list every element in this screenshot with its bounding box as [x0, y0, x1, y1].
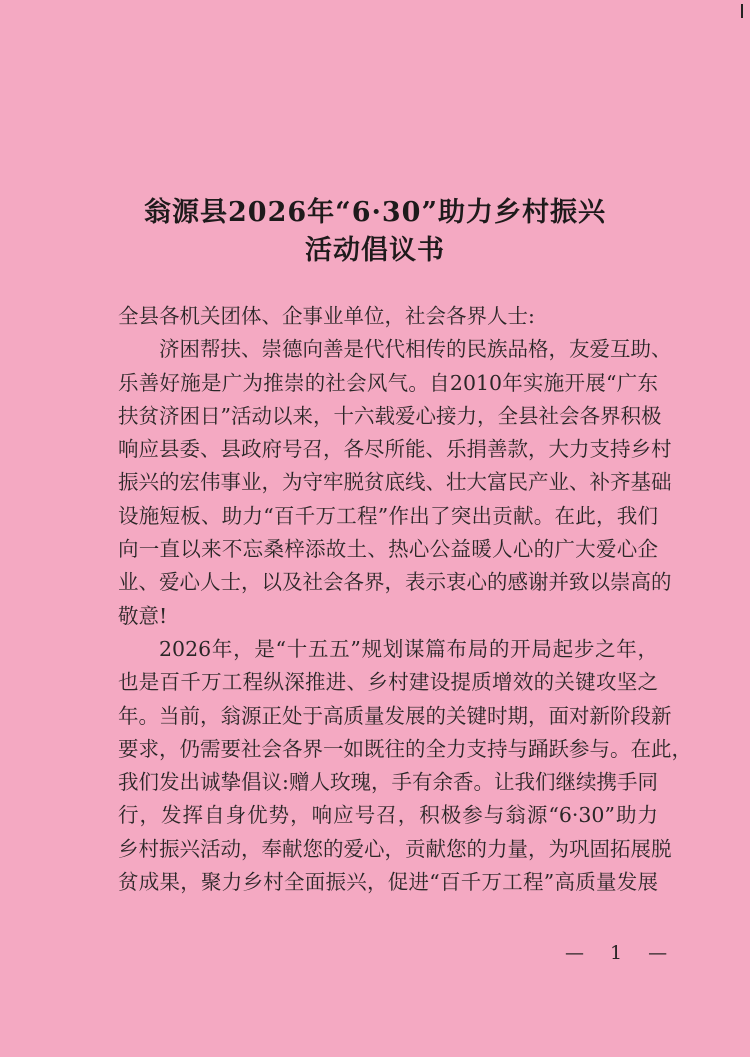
paragraph-1-line: 业、爱心人士，以及社会各界，表示衷心的感谢并致以崇高的 — [118, 570, 672, 595]
salutation: 全县各机关团体、企事业单位，社会各界人士: — [118, 304, 535, 328]
paragraph-1-line: 向一直以来不忘桑梓添故土、热心公益暖人心的广大爱心企 — [118, 537, 658, 562]
page-number: — 1 — — [565, 942, 678, 964]
paragraph-1-line: 乐善好施是广为推崇的社会风气。自2010年实施开展“广东 — [118, 370, 658, 395]
paragraph-1-line: 扶贫济困日”活动以来，十六载爱心接力，全县社会各界积极 — [118, 403, 662, 428]
paragraph-2-line: 行，发挥自身优势，响应号召，积极参与翁源“6·30”助力 — [118, 803, 658, 828]
paragraph-2-line: 贫成果，聚力乡村全面振兴，促进“百千万工程”高质量发展 — [118, 870, 658, 895]
paragraph-1-line: 响应县委、县政府号召，各尽所能、乐捐善款，大力支持乡村 — [118, 437, 672, 462]
paragraph-2-line: 年。当前，翁源正处于高质量发展的关键时期，面对新阶段新 — [118, 703, 672, 728]
document-body — [118, 300, 692, 899]
paragraph-2-line: 要求，仍需要社会各界一如既往的全力支持与踊跃参与。在此， — [118, 736, 692, 761]
document-title-line-1: 翁源县2026年“6·30”助力乡村振兴 — [144, 197, 606, 228]
document-title-line-2: 活动倡议书 — [305, 235, 445, 266]
paragraph-1-line: 设施短板、助力“百千万工程”作出了突出贡献。在此，我们 — [118, 503, 658, 528]
scan-corner-mark — [741, 4, 743, 18]
paragraph-2-line: 我们发出诚挚倡议:赠人玫瑰，手有余香。让我们继续携手同 — [118, 770, 658, 795]
paragraph-1-line: 济困帮扶、崇德向善是代代相传的民族品格，友爱互助、 — [159, 337, 672, 362]
paragraph-2-line: 乡村振兴活动，奉献您的爱心，贡献您的力量，为巩固拓展脱 — [118, 836, 672, 861]
paragraph-2-line: 2026年，是“十五五”规划谋篇布局的开局起步之年， — [159, 636, 658, 661]
paragraph-1-line: 敬意! — [118, 603, 168, 628]
paragraph-1-line: 振兴的宏伟事业，为守牢脱贫底线、壮大富民产业、补齐基础 — [118, 470, 672, 495]
paragraph-2-line: 也是百千万工程纵深推进、乡村建设提质增效的关键攻坚之 — [118, 670, 658, 695]
